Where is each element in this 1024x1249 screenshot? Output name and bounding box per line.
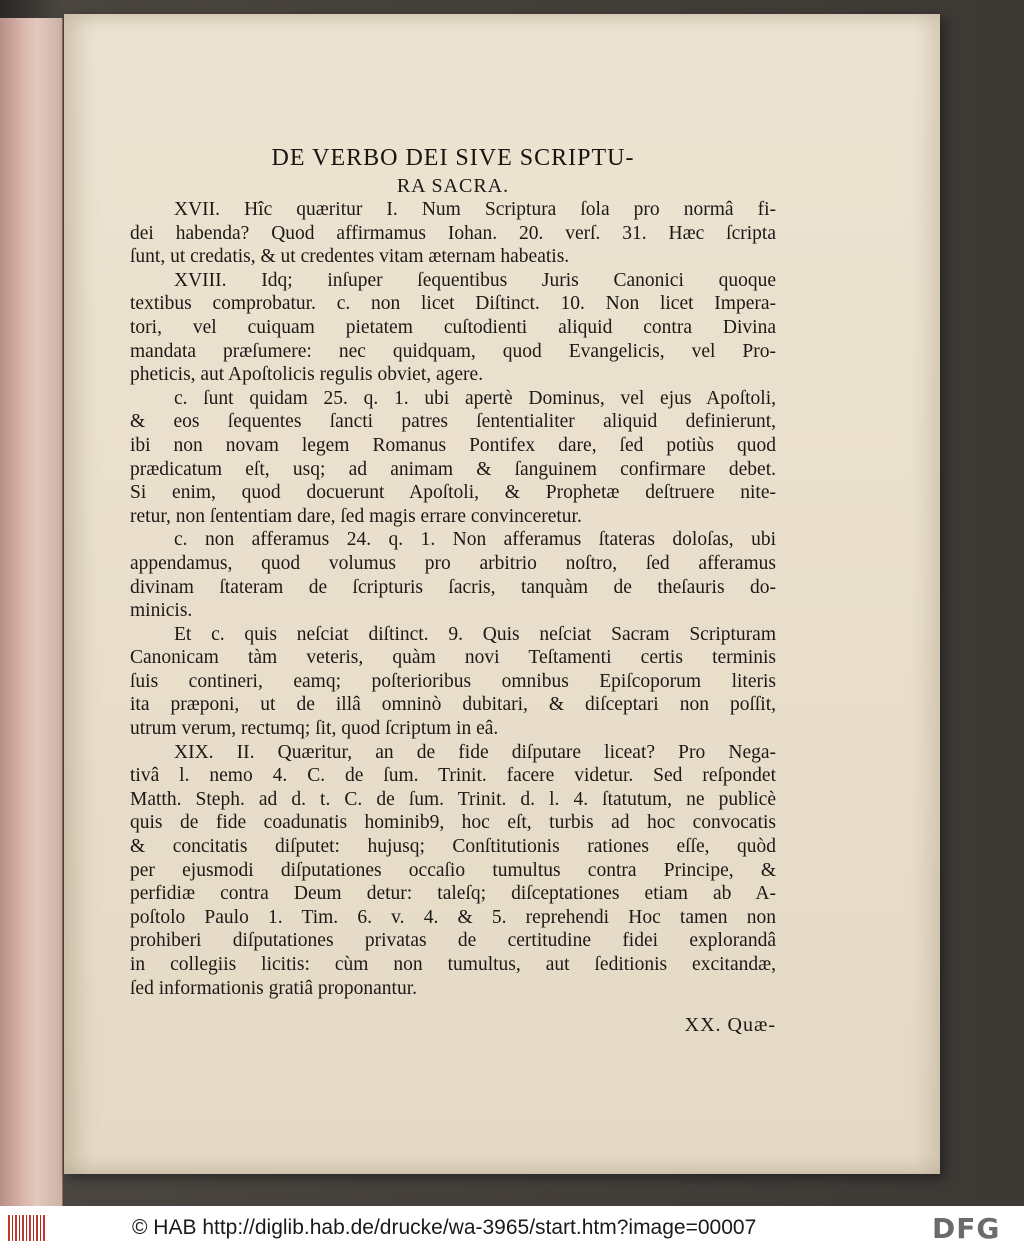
text-line: ſunt, ut credatis, & ut credentes vitam æternam habeatis. bbox=[130, 246, 570, 268]
text-line: utrum verum, rectumq; ſit, quod ſcriptum in eâ. bbox=[130, 718, 499, 740]
paragraph bbox=[130, 387, 776, 529]
text-line: dei habenda? Quod affirmamus Iohan. 20. verſ. 31. Hæc ſcripta bbox=[130, 222, 776, 244]
paragraph bbox=[130, 269, 776, 387]
text-line: XIX. II. Quæritur, an de fide diſputare liceat? Pro Nega- bbox=[174, 741, 776, 763]
paragraph bbox=[130, 623, 776, 741]
text-line: tivâ l. nemo 4. C. de ſum. Trinit. facere videtur. Sed reſpondet bbox=[130, 765, 776, 787]
text-line: XVIII. Idq; inſuper ſequentibus Juris Canonici quoque bbox=[174, 269, 776, 291]
text-line: ſed informationis gratiâ proponantur. bbox=[130, 977, 418, 999]
text-line: ſuis contineri, eamq; poſterioribus omnibus Epiſcoporum literis bbox=[130, 670, 776, 692]
text-line: divinam ſtateram de ſcripturis ſacris, tanquàm de theſauris do- bbox=[130, 576, 776, 598]
page-heading: DE VERBO DEI SIVE SCRIPTU- bbox=[271, 145, 635, 171]
text-line: c. ſunt quidam 25. q. 1. ubi apertè Dominus, vel ejus Apoſtoli, bbox=[174, 387, 776, 409]
text-line: prohiberi diſputationes privatas de certitudine fidei explorandâ bbox=[130, 930, 776, 952]
text-line: ibi non novam legem Romanus Pontifex dare, ſed potiùs quod bbox=[130, 434, 776, 456]
text-line: Canonicam tàm veteris, quàm novi Teſtamenti certis terminis bbox=[130, 647, 776, 669]
left-page-edge bbox=[0, 18, 63, 1206]
text-line: minicis. bbox=[130, 600, 193, 622]
footer-bar bbox=[0, 1206, 1024, 1249]
paragraphs bbox=[130, 198, 776, 1000]
paragraph bbox=[130, 198, 776, 269]
catchword: XX. Quæ- bbox=[684, 1014, 776, 1037]
text-line: per ejusmodi diſputationes occaſio tumultus contra Principe, & bbox=[130, 859, 776, 881]
book-page bbox=[64, 14, 940, 1174]
text-line: mandata præſumere: nec quidquam, quod Evangelicis, vel Pro- bbox=[130, 340, 776, 362]
text-line: & concitatis diſputet: hujusq; Conſtitutionis rationes eſſe, quòd bbox=[130, 836, 776, 858]
text-line: appendamus, quod volumus pro arbitrio noſtro, ſed afferamus bbox=[130, 552, 776, 574]
text-line: retur, non ſententiam dare, ſed magis errare convinceretur. bbox=[130, 505, 582, 527]
page-subheading: RA SACRA. bbox=[396, 175, 510, 197]
barcode-icon bbox=[8, 1215, 46, 1241]
text-line: c. non afferamus 24. q. 1. Non afferamus ſtateras doloſas, ubi bbox=[174, 529, 776, 551]
copyright-link[interactable]: © HAB http://diglib.hab.de/drucke/wa-3965/start.htm?image=00007 bbox=[132, 1216, 757, 1239]
text-line: poſtolo Paulo 1. Tim. 6. v. 4. & 5. reprehendi Hoc tamen non bbox=[130, 906, 776, 928]
text-line: & eos ſequentes ſancti patres ſententialiter aliquid definierunt, bbox=[130, 411, 776, 433]
text-line: textibus comprobatur. c. non licet Diſtinct. 10. Non licet Impera- bbox=[130, 293, 776, 315]
text-line: tori, vel cuiquam pietatem cuſtodienti aliquid contra Divina bbox=[130, 316, 776, 338]
text-line: perfidiæ contra Deum detur: taleſq; diſceptationes etiam ab A- bbox=[130, 883, 776, 905]
paragraph bbox=[130, 528, 776, 622]
text-line: ita præponi, ut de illâ omninò dubitari, & diſceptari non poſſit, bbox=[130, 694, 776, 716]
text-line: Si enim, quod docuerunt Apoſtoli, & Prophetæ deſtruere nite- bbox=[130, 482, 776, 504]
text-line: Et c. quis neſciat diſtinct. 9. Quis neſciat Sacram Scripturam bbox=[174, 623, 776, 645]
text-line: pheticis, aut Apoſtolicis regulis obviet, agere. bbox=[130, 364, 484, 386]
text-line: in collegiis licitis: cùm non tumultus, aut ſeditionis excitandæ, bbox=[130, 954, 776, 975]
text-line: prædicatum eſt, usq; ad animam & ſanguinem confirmare debet. bbox=[130, 458, 776, 480]
text-line: quis de fide coadunatis hominib9, hoc eſt, turbis ad hoc convocatis bbox=[130, 812, 776, 834]
page-text bbox=[130, 144, 776, 1038]
dfg-logo: DFG bbox=[932, 1212, 1001, 1245]
paragraph bbox=[130, 741, 776, 1001]
text-line: Matth. Steph. ad d. t. C. de ſum. Trinit. d. l. 4. ſtatutum, ne publicè bbox=[130, 788, 776, 810]
text-line: XVII. Hîc quæritur I. Num Scriptura ſola pro normâ fi- bbox=[174, 199, 776, 220]
